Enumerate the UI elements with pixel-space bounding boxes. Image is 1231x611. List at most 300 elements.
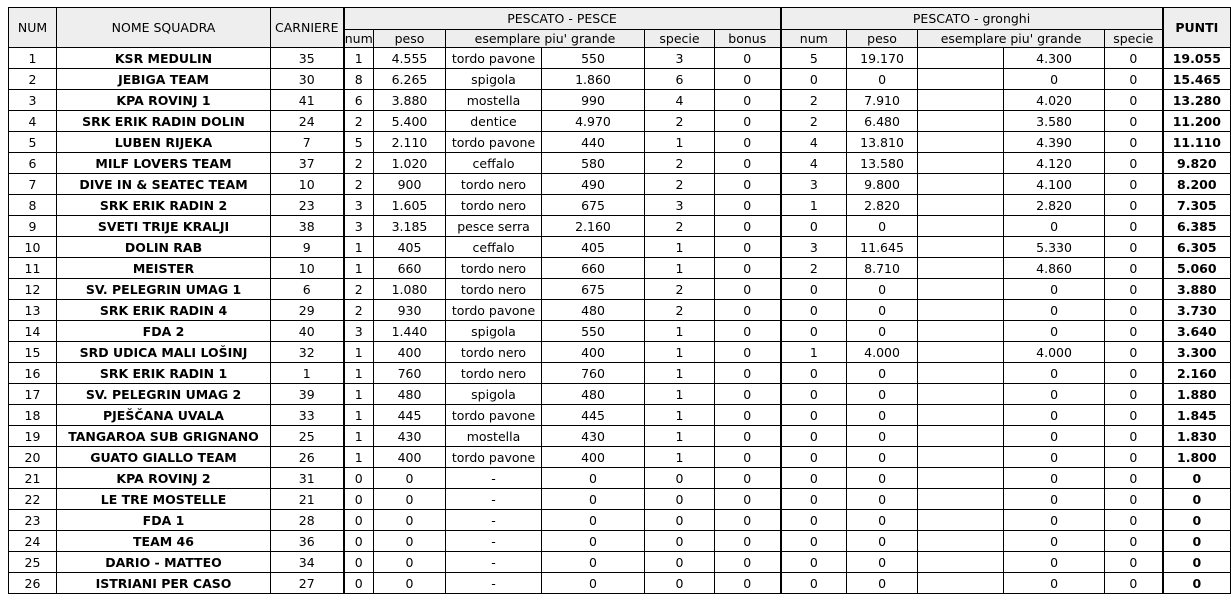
cell-carniere: 35: [271, 48, 344, 69]
cell-team: DOLIN RAB: [57, 237, 271, 258]
cell-pesce-specie: 6: [645, 69, 715, 90]
cell-pesce-peso: 480: [374, 384, 446, 405]
cell-gronghi-empty: [918, 111, 1004, 132]
header-group-pesce: PESCATO - PESCE: [344, 8, 781, 30]
cell-gronghi-empty: [918, 468, 1004, 489]
table-row: [9, 279, 1231, 300]
cell-pesce-bonus: 0: [715, 132, 781, 153]
cell-gronghi-specie: 0: [1105, 573, 1163, 594]
cell-pesce-peso: 660: [374, 258, 446, 279]
cell-pesce-biggest: 0: [542, 573, 645, 594]
cell-carniere: 36: [271, 531, 344, 552]
cell-gronghi-biggest: 0: [1004, 279, 1105, 300]
cell-pesce-num: 0: [344, 573, 374, 594]
cell-pesce-num: 2: [344, 279, 374, 300]
cell-pesce-specie: 2: [645, 153, 715, 174]
cell-gronghi-empty: [918, 300, 1004, 321]
cell-pesce-specie: 1: [645, 363, 715, 384]
cell-gronghi-biggest: 0: [1004, 468, 1105, 489]
cell-carniere: 25: [271, 426, 344, 447]
cell-gronghi-peso: 13.810: [847, 132, 918, 153]
cell-team: KPA ROVINJ 2: [57, 468, 271, 489]
cell-pesce-peso: 5.400: [374, 111, 446, 132]
cell-gronghi-specie: 0: [1105, 216, 1163, 237]
cell-gronghi-peso: 0: [847, 216, 918, 237]
cell-num: 14: [9, 321, 57, 342]
cell-pesce-bonus: 0: [715, 552, 781, 573]
cell-gronghi-num: 0: [781, 69, 847, 90]
cell-gronghi-peso: 0: [847, 321, 918, 342]
cell-pesce-num: 1: [344, 48, 374, 69]
cell-team: SRD UDICA MALI LOŠINJ: [57, 342, 271, 363]
cell-gronghi-empty: [918, 447, 1004, 468]
table-row: [9, 90, 1231, 111]
cell-gronghi-num: 0: [781, 552, 847, 573]
table-row: [9, 153, 1231, 174]
cell-carniere: 10: [271, 174, 344, 195]
cell-pesce-peso: 900: [374, 174, 446, 195]
cell-carniere: 40: [271, 321, 344, 342]
cell-gronghi-empty: [918, 426, 1004, 447]
cell-gronghi-num: 0: [781, 447, 847, 468]
cell-pesce-bonus: 0: [715, 342, 781, 363]
cell-carniere: 30: [271, 69, 344, 90]
cell-pesce-species-name: tordo pavone: [446, 405, 542, 426]
cell-gronghi-specie: 0: [1105, 363, 1163, 384]
cell-team: KPA ROVINJ 1: [57, 90, 271, 111]
cell-pesce-bonus: 0: [715, 510, 781, 531]
cell-gronghi-biggest: 0: [1004, 321, 1105, 342]
cell-punti: 9.820: [1163, 153, 1231, 174]
cell-pesce-biggest: 0: [542, 510, 645, 531]
cell-gronghi-empty: [918, 153, 1004, 174]
cell-gronghi-num: 0: [781, 405, 847, 426]
cell-team: LE TRE MOSTELLE: [57, 489, 271, 510]
cell-pesce-peso: 0: [374, 489, 446, 510]
cell-team: PJEŠČANA UVALA: [57, 405, 271, 426]
cell-pesce-specie: 1: [645, 447, 715, 468]
cell-pesce-species-name: tordo nero: [446, 363, 542, 384]
cell-pesce-biggest: 490: [542, 174, 645, 195]
cell-team: MILF LOVERS TEAM: [57, 153, 271, 174]
cell-pesce-species-name: ceffalo: [446, 237, 542, 258]
cell-pesce-num: 2: [344, 153, 374, 174]
cell-pesce-num: 5: [344, 132, 374, 153]
cell-gronghi-specie: 0: [1105, 531, 1163, 552]
cell-pesce-species-name: mostella: [446, 426, 542, 447]
cell-gronghi-biggest: 4.000: [1004, 342, 1105, 363]
cell-gronghi-empty: [918, 510, 1004, 531]
cell-gronghi-empty: [918, 174, 1004, 195]
table-row: [9, 195, 1231, 216]
cell-gronghi-specie: 0: [1105, 258, 1163, 279]
cell-gronghi-peso: 0: [847, 279, 918, 300]
cell-pesce-bonus: 0: [715, 279, 781, 300]
cell-carniere: 41: [271, 90, 344, 111]
cell-gronghi-specie: 0: [1105, 237, 1163, 258]
cell-gronghi-biggest: 0: [1004, 300, 1105, 321]
table-row: [9, 111, 1231, 132]
table-row: [9, 48, 1231, 69]
results-table: [8, 7, 1231, 594]
cell-pesce-peso: 0: [374, 573, 446, 594]
header-team: NOME SQUADRA: [57, 8, 271, 48]
cell-gronghi-biggest: 3.580: [1004, 111, 1105, 132]
cell-gronghi-num: 0: [781, 531, 847, 552]
table-row: [9, 237, 1231, 258]
cell-gronghi-empty: [918, 531, 1004, 552]
cell-gronghi-empty: [918, 69, 1004, 90]
cell-gronghi-specie: 0: [1105, 111, 1163, 132]
cell-pesce-bonus: 0: [715, 363, 781, 384]
cell-pesce-num: 2: [344, 174, 374, 195]
cell-punti: 0: [1163, 468, 1231, 489]
cell-gronghi-specie: 0: [1105, 552, 1163, 573]
cell-pesce-species-name: tordo pavone: [446, 48, 542, 69]
cell-pesce-biggest: 480: [542, 384, 645, 405]
cell-pesce-bonus: 0: [715, 48, 781, 69]
cell-gronghi-specie: 0: [1105, 195, 1163, 216]
cell-pesce-num: 3: [344, 216, 374, 237]
cell-pesce-num: 6: [344, 90, 374, 111]
cell-pesce-specie: 1: [645, 132, 715, 153]
header-punti: PUNTI: [1163, 8, 1231, 48]
cell-gronghi-specie: 0: [1105, 90, 1163, 111]
cell-pesce-bonus: 0: [715, 468, 781, 489]
results-rows: [9, 48, 1231, 594]
cell-pesce-specie: 1: [645, 405, 715, 426]
cell-pesce-biggest: 675: [542, 279, 645, 300]
cell-gronghi-peso: 0: [847, 69, 918, 90]
cell-pesce-specie: 1: [645, 426, 715, 447]
cell-gronghi-biggest: 0: [1004, 69, 1105, 90]
cell-gronghi-specie: 0: [1105, 321, 1163, 342]
table-row: [9, 342, 1231, 363]
cell-punti: 5.060: [1163, 258, 1231, 279]
cell-pesce-bonus: 0: [715, 405, 781, 426]
cell-pesce-peso: 400: [374, 342, 446, 363]
cell-num: 20: [9, 447, 57, 468]
cell-team: GUATO GIALLO TEAM: [57, 447, 271, 468]
cell-pesce-peso: 930: [374, 300, 446, 321]
cell-pesce-num: 1: [344, 363, 374, 384]
cell-gronghi-specie: 0: [1105, 69, 1163, 90]
cell-gronghi-biggest: 0: [1004, 489, 1105, 510]
cell-pesce-specie: 1: [645, 384, 715, 405]
cell-punti: 0: [1163, 510, 1231, 531]
table-row: [9, 510, 1231, 531]
cell-carniere: 32: [271, 342, 344, 363]
cell-gronghi-specie: 0: [1105, 489, 1163, 510]
cell-pesce-biggest: 550: [542, 48, 645, 69]
cell-pesce-peso: 3.185: [374, 216, 446, 237]
table-row: [9, 447, 1231, 468]
cell-team: SVETI TRIJE KRALJI: [57, 216, 271, 237]
cell-pesce-species-name: spigola: [446, 321, 542, 342]
cell-gronghi-biggest: 4.020: [1004, 90, 1105, 111]
cell-num: 26: [9, 573, 57, 594]
cell-pesce-num: 2: [344, 300, 374, 321]
cell-pesce-num: 1: [344, 342, 374, 363]
cell-team: TANGAROA SUB GRIGNANO: [57, 426, 271, 447]
table-row: [9, 468, 1231, 489]
header-pesce-peso: peso: [374, 30, 446, 48]
cell-pesce-specie: 0: [645, 510, 715, 531]
cell-gronghi-num: 0: [781, 363, 847, 384]
cell-num: 8: [9, 195, 57, 216]
cell-team: MEISTER: [57, 258, 271, 279]
cell-pesce-peso: 760: [374, 363, 446, 384]
cell-num: 15: [9, 342, 57, 363]
header-group-gronghi: PESCATO - gronghi: [781, 8, 1163, 30]
cell-gronghi-biggest: 2.820: [1004, 195, 1105, 216]
cell-num: 11: [9, 258, 57, 279]
cell-num: 17: [9, 384, 57, 405]
cell-gronghi-empty: [918, 195, 1004, 216]
cell-pesce-specie: 0: [645, 573, 715, 594]
cell-pesce-species-name: pesce serra: [446, 216, 542, 237]
cell-gronghi-num: 0: [781, 426, 847, 447]
cell-pesce-species-name: tordo nero: [446, 279, 542, 300]
cell-gronghi-peso: 0: [847, 573, 918, 594]
cell-punti: 0: [1163, 573, 1231, 594]
cell-gronghi-empty: [918, 489, 1004, 510]
cell-punti: 6.385: [1163, 216, 1231, 237]
cell-gronghi-empty: [918, 279, 1004, 300]
cell-gronghi-num: 3: [781, 237, 847, 258]
cell-pesce-biggest: 550: [542, 321, 645, 342]
cell-punti: 1.845: [1163, 405, 1231, 426]
cell-pesce-biggest: 405: [542, 237, 645, 258]
cell-num: 25: [9, 552, 57, 573]
cell-gronghi-num: 1: [781, 342, 847, 363]
cell-num: 9: [9, 216, 57, 237]
cell-pesce-bonus: 0: [715, 153, 781, 174]
cell-pesce-bonus: 0: [715, 447, 781, 468]
cell-pesce-bonus: 0: [715, 111, 781, 132]
cell-gronghi-num: 4: [781, 132, 847, 153]
cell-pesce-peso: 445: [374, 405, 446, 426]
cell-pesce-species-name: -: [446, 510, 542, 531]
cell-pesce-species-name: mostella: [446, 90, 542, 111]
cell-num: 24: [9, 531, 57, 552]
cell-pesce-bonus: 0: [715, 90, 781, 111]
table-row: [9, 69, 1231, 90]
cell-pesce-biggest: 0: [542, 531, 645, 552]
cell-gronghi-biggest: 0: [1004, 510, 1105, 531]
cell-pesce-biggest: 2.160: [542, 216, 645, 237]
cell-gronghi-specie: 0: [1105, 447, 1163, 468]
cell-pesce-num: 2: [344, 111, 374, 132]
table-row: [9, 300, 1231, 321]
cell-carniere: 23: [271, 195, 344, 216]
cell-pesce-bonus: 0: [715, 384, 781, 405]
cell-pesce-bonus: 0: [715, 300, 781, 321]
cell-carniere: 33: [271, 405, 344, 426]
cell-num: 4: [9, 111, 57, 132]
cell-pesce-specie: 2: [645, 279, 715, 300]
header-pesce-esemplare: esemplare piu' grande: [446, 30, 645, 48]
cell-gronghi-peso: 8.710: [847, 258, 918, 279]
cell-team: DIVE IN & SEATEC TEAM: [57, 174, 271, 195]
cell-pesce-specie: 0: [645, 489, 715, 510]
cell-team: SRK ERIK RADIN 1: [57, 363, 271, 384]
cell-pesce-species-name: tordo nero: [446, 258, 542, 279]
cell-carniere: 9: [271, 237, 344, 258]
cell-carniere: 10: [271, 258, 344, 279]
cell-pesce-species-name: -: [446, 489, 542, 510]
cell-num: 5: [9, 132, 57, 153]
cell-pesce-biggest: 580: [542, 153, 645, 174]
cell-gronghi-num: 0: [781, 510, 847, 531]
cell-pesce-peso: 6.265: [374, 69, 446, 90]
cell-punti: 13.280: [1163, 90, 1231, 111]
cell-gronghi-empty: [918, 363, 1004, 384]
table-row: [9, 573, 1231, 594]
cell-team: KSR MEDULIN: [57, 48, 271, 69]
cell-pesce-species-name: spigola: [446, 384, 542, 405]
cell-gronghi-biggest: 4.100: [1004, 174, 1105, 195]
cell-team: SRK ERIK RADIN 2: [57, 195, 271, 216]
cell-num: 6: [9, 153, 57, 174]
cell-gronghi-specie: 0: [1105, 153, 1163, 174]
cell-team: JEBIGA TEAM: [57, 69, 271, 90]
cell-punti: 19.055: [1163, 48, 1231, 69]
cell-pesce-species-name: -: [446, 573, 542, 594]
cell-gronghi-peso: 4.000: [847, 342, 918, 363]
cell-gronghi-num: 0: [781, 216, 847, 237]
table-row: [9, 426, 1231, 447]
cell-gronghi-num: 2: [781, 111, 847, 132]
cell-gronghi-biggest: 4.120: [1004, 153, 1105, 174]
cell-pesce-species-name: spigola: [446, 69, 542, 90]
cell-gronghi-num: 2: [781, 90, 847, 111]
cell-punti: 6.305: [1163, 237, 1231, 258]
cell-gronghi-peso: 6.480: [847, 111, 918, 132]
cell-gronghi-num: 0: [781, 384, 847, 405]
header-pesce-specie: specie: [645, 30, 715, 48]
cell-gronghi-empty: [918, 384, 1004, 405]
table-row: [9, 552, 1231, 573]
cell-pesce-specie: 3: [645, 48, 715, 69]
cell-pesce-biggest: 480: [542, 300, 645, 321]
cell-pesce-peso: 400: [374, 447, 446, 468]
cell-team: SV. PELEGRIN UMAG 1: [57, 279, 271, 300]
cell-pesce-species-name: tordo pavone: [446, 300, 542, 321]
cell-pesce-peso: 1.080: [374, 279, 446, 300]
table-row: [9, 258, 1231, 279]
cell-num: 3: [9, 90, 57, 111]
cell-gronghi-specie: 0: [1105, 384, 1163, 405]
cell-pesce-biggest: 0: [542, 489, 645, 510]
cell-pesce-bonus: 0: [715, 258, 781, 279]
cell-gronghi-biggest: 0: [1004, 552, 1105, 573]
cell-punti: 1.800: [1163, 447, 1231, 468]
cell-gronghi-num: 1: [781, 195, 847, 216]
cell-carniere: 29: [271, 300, 344, 321]
cell-pesce-species-name: -: [446, 468, 542, 489]
cell-pesce-bonus: 0: [715, 216, 781, 237]
cell-punti: 3.730: [1163, 300, 1231, 321]
cell-pesce-biggest: 445: [542, 405, 645, 426]
cell-pesce-specie: 0: [645, 468, 715, 489]
cell-carniere: 31: [271, 468, 344, 489]
cell-gronghi-biggest: 0: [1004, 216, 1105, 237]
cell-punti: 0: [1163, 552, 1231, 573]
cell-carniere: 21: [271, 489, 344, 510]
cell-pesce-peso: 3.880: [374, 90, 446, 111]
cell-gronghi-num: 0: [781, 279, 847, 300]
cell-gronghi-biggest: 0: [1004, 573, 1105, 594]
cell-pesce-bonus: 0: [715, 531, 781, 552]
cell-gronghi-biggest: 4.390: [1004, 132, 1105, 153]
cell-pesce-bonus: 0: [715, 489, 781, 510]
cell-pesce-bonus: 0: [715, 69, 781, 90]
cell-carniere: 1: [271, 363, 344, 384]
cell-gronghi-num: 4: [781, 153, 847, 174]
cell-pesce-species-name: dentice: [446, 111, 542, 132]
cell-pesce-num: 1: [344, 426, 374, 447]
table-row: [9, 384, 1231, 405]
cell-pesce-species-name: -: [446, 531, 542, 552]
cell-pesce-specie: 2: [645, 216, 715, 237]
cell-team: ISTRIANI PER CASO: [57, 573, 271, 594]
table-row: [9, 489, 1231, 510]
cell-pesce-peso: 1.440: [374, 321, 446, 342]
cell-gronghi-biggest: 0: [1004, 384, 1105, 405]
cell-gronghi-biggest: 0: [1004, 531, 1105, 552]
cell-num: 22: [9, 489, 57, 510]
cell-pesce-bonus: 0: [715, 573, 781, 594]
cell-team: TEAM 46: [57, 531, 271, 552]
cell-punti: 15.465: [1163, 69, 1231, 90]
cell-carniere: 37: [271, 153, 344, 174]
cell-num: 13: [9, 300, 57, 321]
cell-gronghi-peso: 19.170: [847, 48, 918, 69]
cell-pesce-num: 1: [344, 384, 374, 405]
cell-pesce-specie: 1: [645, 237, 715, 258]
cell-team: FDA 2: [57, 321, 271, 342]
cell-punti: 3.300: [1163, 342, 1231, 363]
cell-team: FDA 1: [57, 510, 271, 531]
cell-pesce-num: 1: [344, 258, 374, 279]
cell-gronghi-empty: [918, 552, 1004, 573]
cell-team: SV. PELEGRIN UMAG 2: [57, 384, 271, 405]
cell-gronghi-specie: 0: [1105, 48, 1163, 69]
cell-gronghi-peso: 13.580: [847, 153, 918, 174]
cell-punti: 11.200: [1163, 111, 1231, 132]
cell-punti: 7.305: [1163, 195, 1231, 216]
cell-pesce-species-name: tordo pavone: [446, 447, 542, 468]
cell-gronghi-specie: 0: [1105, 468, 1163, 489]
cell-pesce-peso: 0: [374, 468, 446, 489]
cell-gronghi-peso: 0: [847, 426, 918, 447]
cell-gronghi-empty: [918, 342, 1004, 363]
cell-punti: 0: [1163, 531, 1231, 552]
cell-punti: 3.880: [1163, 279, 1231, 300]
cell-pesce-num: 3: [344, 195, 374, 216]
cell-gronghi-peso: 0: [847, 531, 918, 552]
cell-gronghi-num: 0: [781, 489, 847, 510]
cell-gronghi-peso: 11.645: [847, 237, 918, 258]
cell-pesce-biggest: 760: [542, 363, 645, 384]
cell-pesce-bonus: 0: [715, 321, 781, 342]
cell-gronghi-specie: 0: [1105, 510, 1163, 531]
cell-team: SRK ERIK RADIN DOLIN: [57, 111, 271, 132]
cell-pesce-biggest: 990: [542, 90, 645, 111]
cell-gronghi-biggest: 0: [1004, 426, 1105, 447]
cell-gronghi-empty: [918, 405, 1004, 426]
